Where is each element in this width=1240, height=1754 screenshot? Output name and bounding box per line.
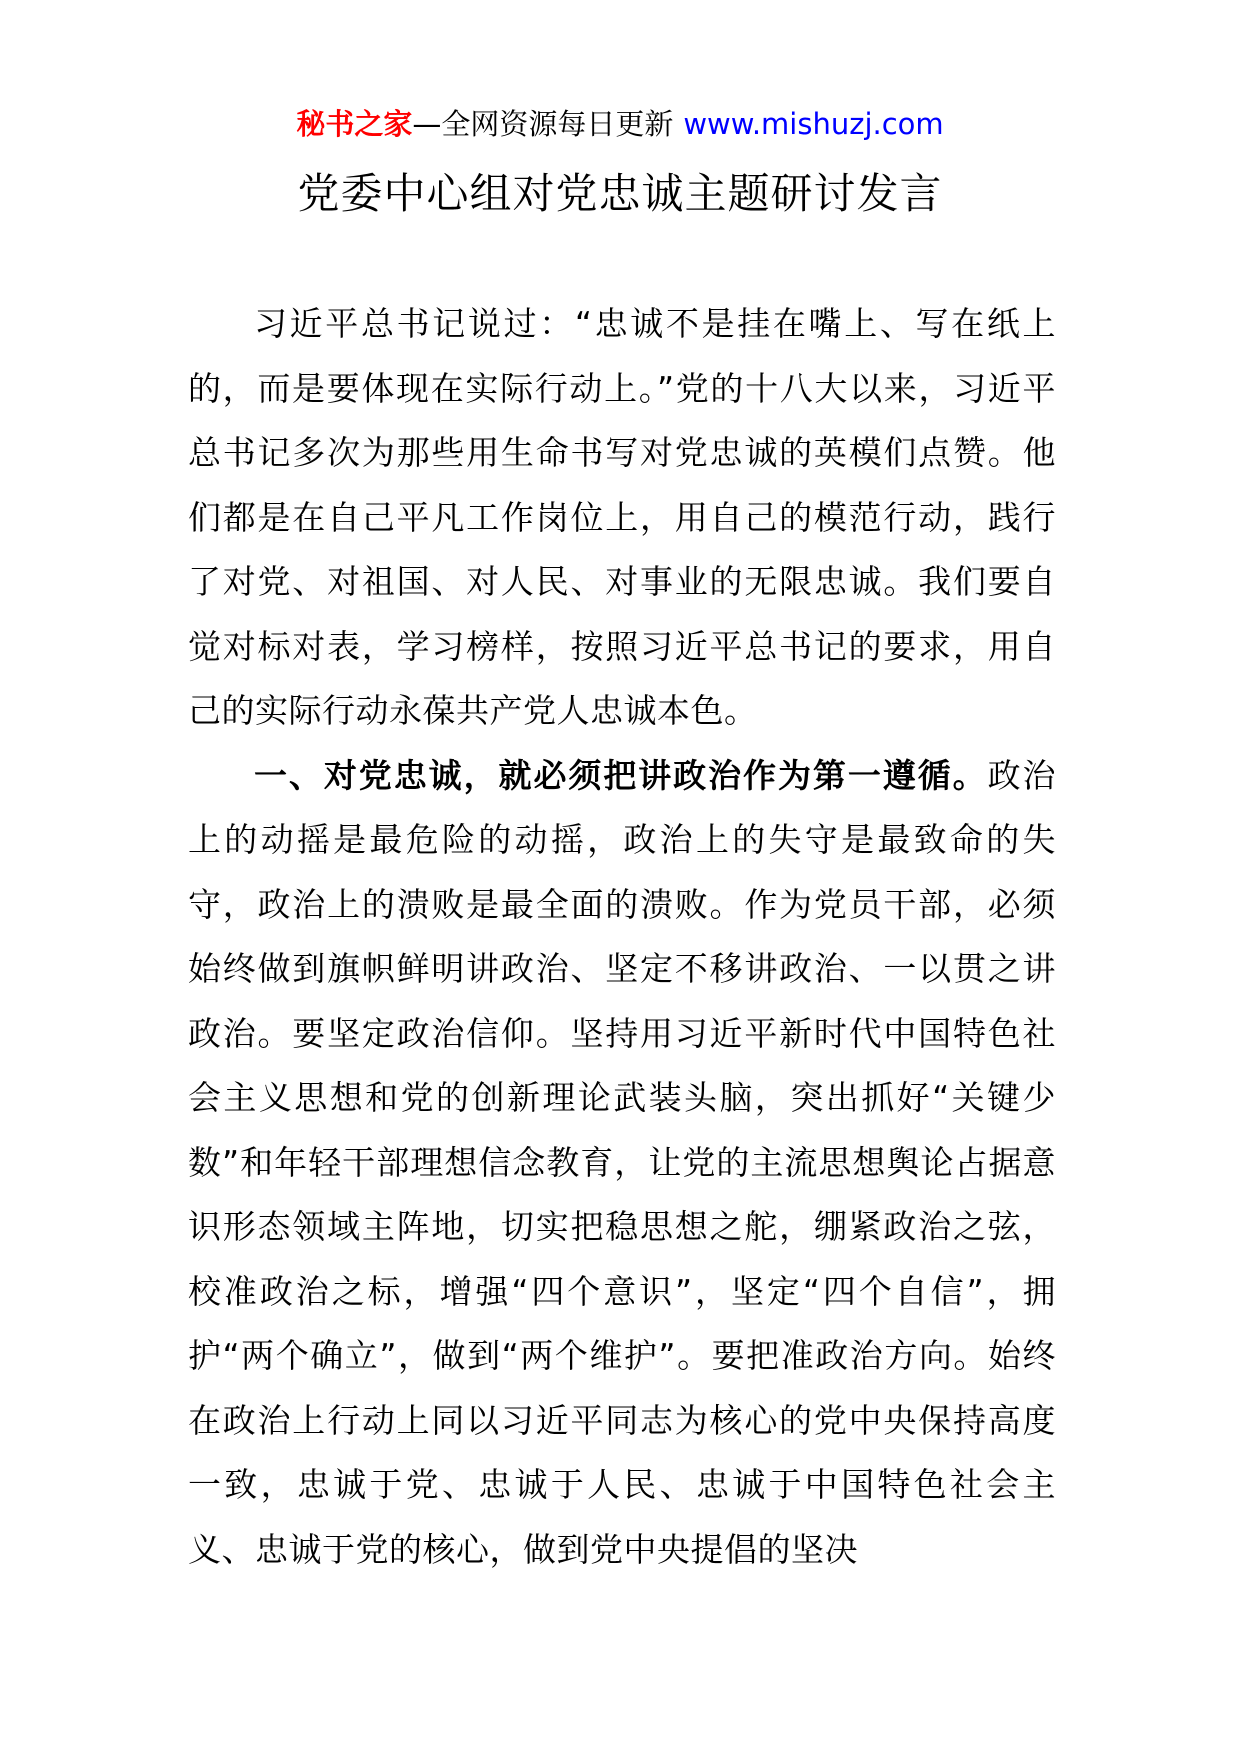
site-url-link[interactable]: www.mishuzj.com [683,107,944,141]
paragraph-text: 政治上的动摇是最危险的动摇，政治上的失守是最致命的失守，政治上的溃败是最全面的溃败。作为党员干部，必须始终做到旗帜鲜明讲政治、坚定不移讲政治、一以贯之讲政治。要坚定政治信仰。坚持用习近平新时代中国特色社会主义思想和党的创新理论武装头脑，突出抓好“关键少数”和年轻干部理想信念教育，让党的主流思想舆论占据意识形态领域主阵地，切实把稳思想之舵，绷紧政治之弦，校准政治之标，增强“四个意识”，坚定“四个自信”，拥护“两个确立”，做到“两个维护”。要把准政治方向。始终在政治上行动上同以习近平同志为核心的党中央保持高度一致，忠诚于党、忠诚于人民、忠诚于中国特色社会主义、忠诚于党的核心，做到党中央提倡的坚决 [188,755,1057,1569]
paragraph-intro [188,292,1056,744]
site-tagline: —全网资源每日更新 [412,107,674,141]
site-brand: 秘书之家 [296,107,413,141]
paragraph-section-1 [188,744,1056,1583]
site-header [0,104,1240,144]
document-title: 党委中心组对党忠诚主题研讨发言 [297,169,943,218]
document-body [188,292,1056,1582]
paragraph-text: 习近平总书记说过：“忠诚不是挂在嘴上、写在纸上的，而是要体现在实际行动上。”党的十八大以来，习近平总书记多次为那些用生命书写对党忠诚的英模们点赞。他们都是在自己平凡工作岗位上，用自己的模范行动，践行了对党、对祖国、对人民、对事业的无限忠诚。我们要自觉对标对表，学习榜样，按照习近平总书记的要求，用自己的实际行动永葆共产党人忠诚本色。 [188,304,1056,730]
section-heading: 一、对党忠诚，就必须把讲政治作为第一遵循。 [254,755,988,795]
